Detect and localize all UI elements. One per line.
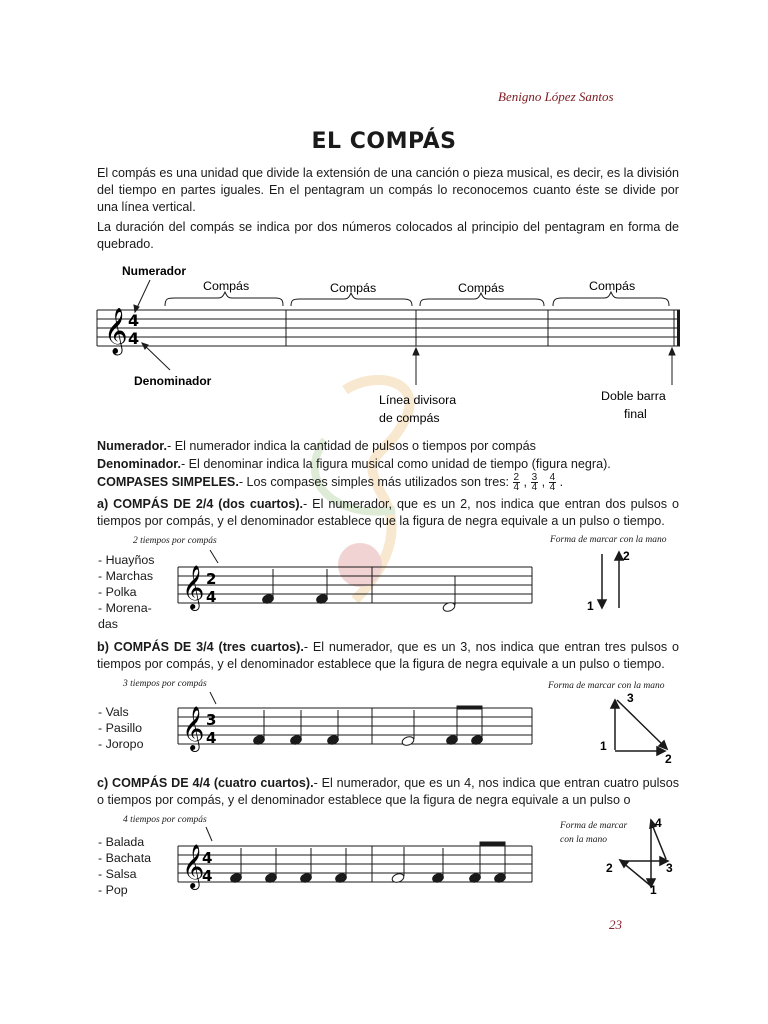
staff-diagram bbox=[90, 260, 690, 440]
beat-label-2: 2 bbox=[665, 752, 672, 766]
beat-label-3: 3 bbox=[627, 691, 634, 705]
treble-clef-icon: 𝄞 bbox=[182, 706, 205, 750]
def-numerador-text: - El numerador indica la cantidad de pulsos o tiempos por compás bbox=[167, 439, 536, 453]
treble-clef-icon: 𝄞 bbox=[182, 844, 205, 888]
beat-label-1: 1 bbox=[650, 883, 657, 897]
time-sig-numerator: 3 bbox=[206, 711, 217, 729]
fraction-3-4: $\frac{3}{4}$ bbox=[531, 472, 538, 493]
section-c-heading: c) COMPÁS DE 4/4 (cuatro cuartos). bbox=[97, 776, 314, 790]
conductor-3-4-diagram bbox=[595, 690, 685, 770]
def-numerador bbox=[97, 438, 679, 455]
time-sig-numerator: 4 bbox=[128, 311, 140, 330]
intro-paragraph-1: El compás es una unidad que divide la extensión de una canción o pieza musical, es decir, es la división del tiempo en partes iguales. En el pentagram un compás lo reconocemos cuanto éste se divide por una línea vertical. bbox=[97, 166, 679, 215]
linea-divisora-label-1: Línea divisora bbox=[379, 393, 457, 407]
list-item: das bbox=[98, 617, 118, 631]
list-item: - Huayños bbox=[98, 553, 155, 567]
section-a-text: - El numerador, que es un 2, nos indica que entran dos pulsos o tiempos por compás, y el denominador establece que la figura de negra equivale a un pulso o tiempo. bbox=[97, 497, 679, 529]
list-item: - Marchas bbox=[98, 569, 154, 583]
beat-label-1: 1 bbox=[600, 739, 607, 753]
time-sig-denominator: 4 bbox=[202, 867, 213, 885]
section-c-marcar-label-1: Forma de marcar bbox=[560, 821, 628, 831]
list-item: - Pop bbox=[98, 883, 128, 897]
conductor-4-4-diagram bbox=[600, 812, 690, 897]
conductor-2-4-diagram bbox=[583, 548, 643, 618]
staff-2-4 bbox=[170, 545, 540, 620]
section-a-paragraph bbox=[97, 496, 679, 530]
doble-barra-label-1: Doble barra bbox=[601, 389, 666, 403]
author-name: Benigno López Santos bbox=[498, 89, 614, 104]
section-c-tiempos-label: 4 tiempos por compás bbox=[123, 815, 207, 825]
beat-label-1: 1 bbox=[587, 599, 594, 613]
staff-3-4 bbox=[170, 690, 540, 765]
list-item: - Bachata bbox=[98, 851, 152, 865]
section-b-genre-list bbox=[98, 704, 143, 752]
section-a-tiempos-label: 2 tiempos por compás bbox=[133, 536, 217, 546]
section-c-marcar-label-2: con la mano bbox=[560, 835, 607, 845]
staff-4-4 bbox=[170, 825, 540, 900]
time-sig-denominator: 4 bbox=[206, 588, 217, 606]
fraction-4-4: $\frac{4}{4}$ bbox=[549, 472, 556, 493]
compas-label-3: Compás bbox=[458, 281, 505, 295]
section-b-tiempos-label: 3 tiempos por compás bbox=[123, 679, 207, 689]
beat-label-4: 4 bbox=[655, 816, 662, 830]
list-item: - Salsa bbox=[98, 867, 137, 881]
section-c-genre-list bbox=[98, 834, 151, 898]
section-b-text: - El numerador, que es un 3, nos indica que entran tres pulsos o tiempos por compás, y el denominador establece que la figura de negra equivale a un pulso o tiempo. bbox=[97, 640, 679, 672]
page-title: EL COMPÁS bbox=[311, 129, 457, 154]
list-item: - Morena- bbox=[98, 601, 152, 615]
list-item: - Pasillo bbox=[98, 721, 143, 735]
list-item: - Polka bbox=[98, 585, 137, 599]
time-sig-numerator: 4 bbox=[202, 849, 213, 867]
beat-label-3: 3 bbox=[666, 861, 673, 875]
beat-label-2: 2 bbox=[606, 861, 613, 875]
list-item: - Vals bbox=[98, 705, 129, 719]
intro-paragraph-2: La duración del compás se indica por dos números colocados al principio del pentagram en forma de quebrado. bbox=[97, 220, 679, 252]
compas-label-2: Compás bbox=[330, 281, 377, 295]
compas-label-1: Compás bbox=[203, 279, 250, 293]
def-numerador-term: Numerador. bbox=[97, 439, 167, 453]
denominador-label: Denominador bbox=[134, 374, 212, 388]
doble-barra-label-2: final bbox=[624, 407, 647, 421]
section-b-marcar-label: Forma de marcar con la mano bbox=[548, 681, 665, 691]
section-a-genre-list bbox=[98, 552, 156, 632]
section-c-text: - El numerador, que es un 4, nos indica que entran cuatro pulsos o tiempos por compás, y el denominador establece que la figura de negra equivale a un pulso o bbox=[97, 776, 679, 808]
compas-label-4: Compás bbox=[589, 279, 636, 293]
def-simples-text: - Los compases simples más utilizados son tres: bbox=[238, 474, 509, 489]
def-simples-term: COMPASES SIMPELES. bbox=[97, 474, 239, 489]
time-sig-numerator: 2 bbox=[206, 570, 217, 588]
page-number: 23 bbox=[609, 917, 622, 932]
half-note bbox=[401, 735, 415, 747]
section-a-marcar-label: Forma de marcar con la mano bbox=[550, 535, 667, 545]
treble-clef-icon: 𝄞 bbox=[104, 308, 128, 354]
linea-divisora-label-2: de compás bbox=[379, 411, 440, 425]
list-item: - Balada bbox=[98, 835, 145, 849]
def-denominador bbox=[97, 456, 679, 473]
time-sig-denominator: 4 bbox=[128, 329, 140, 348]
def-denominador-text: - El denominar indica la figura musical como unidad de tiempo (figura negra). bbox=[180, 457, 611, 471]
def-denominador-term: Denominador. bbox=[97, 457, 181, 471]
section-a-heading: a) COMPÁS DE 2/4 (dos cuartos). bbox=[97, 497, 304, 511]
def-compases-simples: COMPASES SIMPELES.- Los compases simples más utilizados son tres: $\frac{2}{4}$ , $\frac{3}{4}$ , $\frac{4}{4}$ . bbox=[97, 472, 564, 493]
numerador-label: Numerador bbox=[122, 264, 187, 278]
fraction-2-4: $\frac{2}{4}$ bbox=[513, 472, 520, 493]
beat-label-2: 2 bbox=[623, 549, 630, 563]
section-c-paragraph bbox=[97, 775, 679, 809]
time-sig-denominator: 4 bbox=[206, 729, 217, 747]
list-item: - Joropo bbox=[98, 737, 144, 751]
section-b-heading: b) COMPÁS DE 3/4 (tres cuartos). bbox=[97, 640, 304, 654]
section-b-paragraph bbox=[97, 639, 679, 673]
treble-clef-icon: 𝄞 bbox=[182, 565, 205, 609]
